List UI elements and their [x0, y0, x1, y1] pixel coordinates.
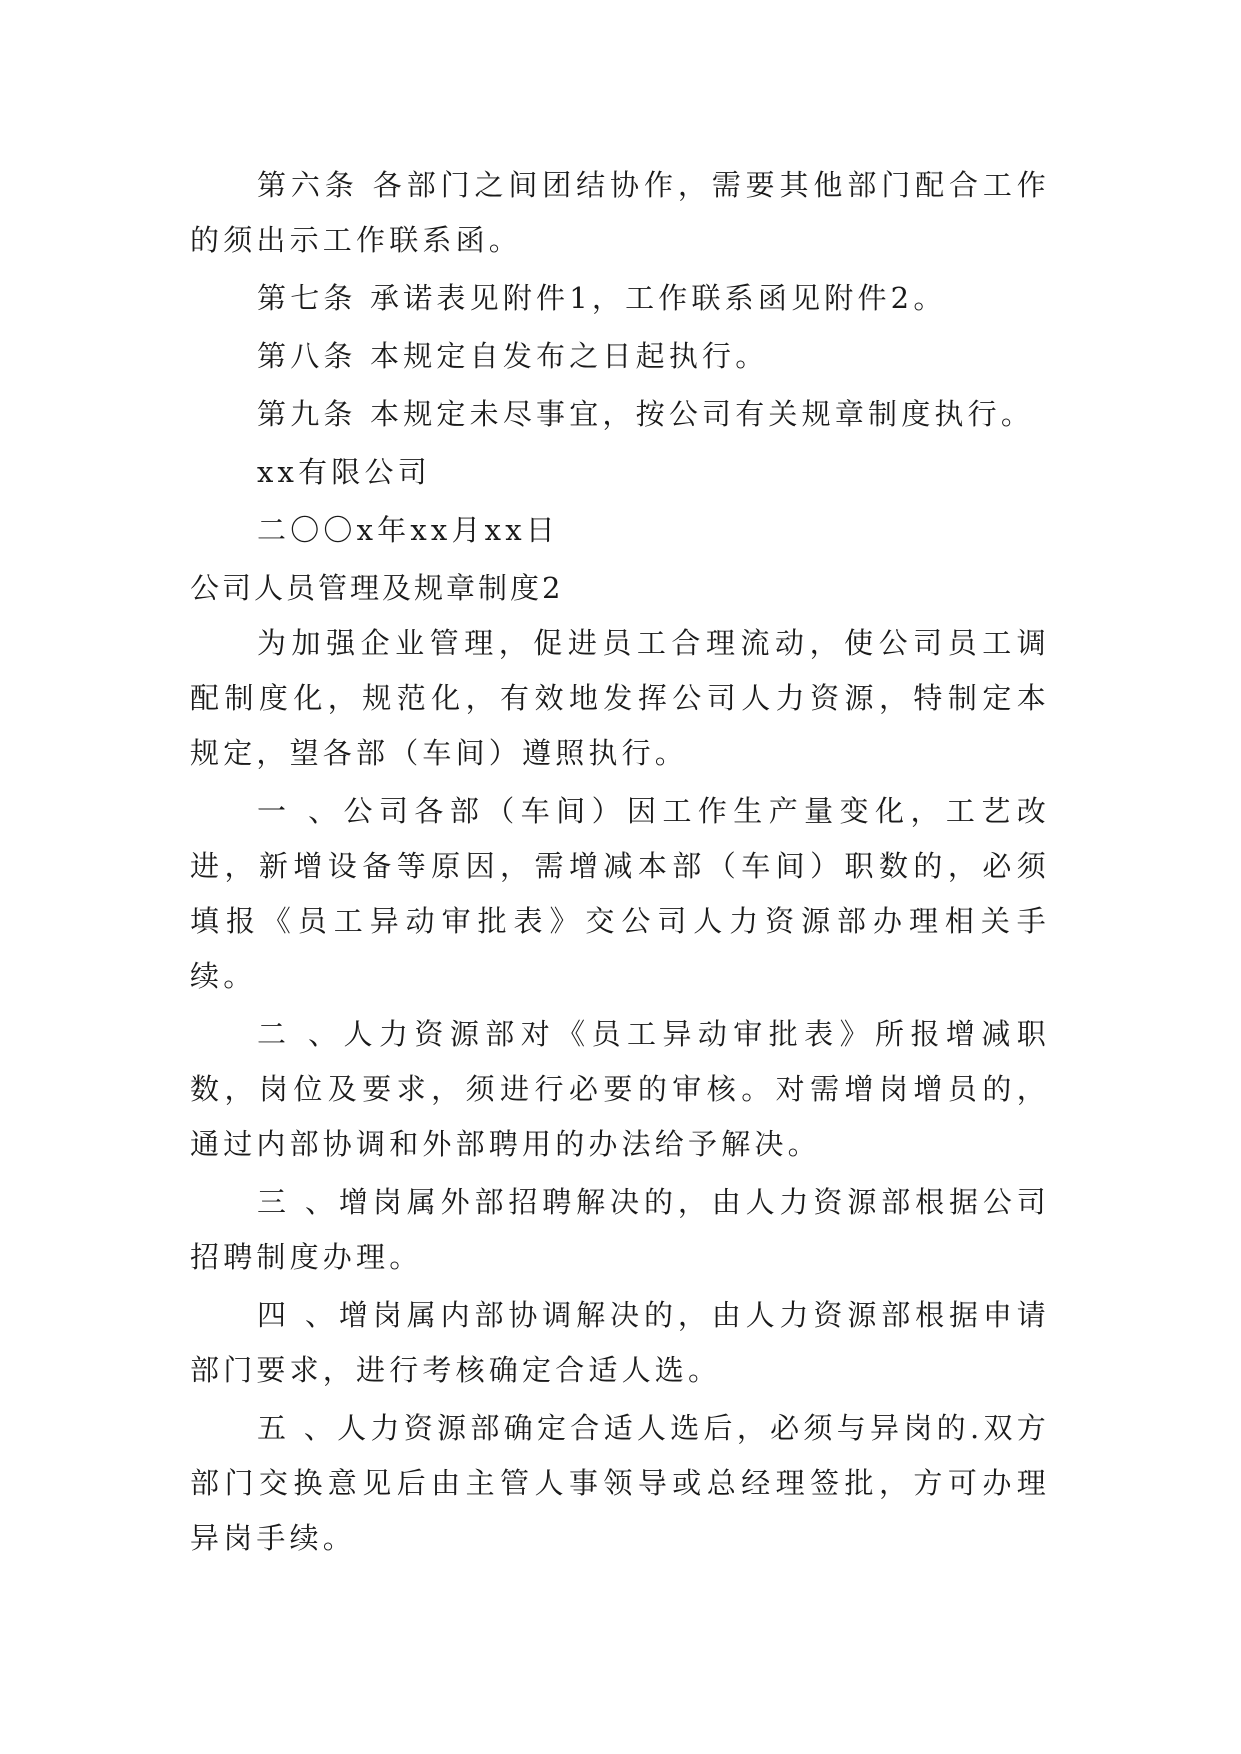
company-signature: xx有限公司: [257, 455, 431, 489]
rule-four: 四 、增岗属内部协调解决的，由人力资源部根据申请部门要求，进行考核确定合适人选。: [190, 1298, 1050, 1387]
rule-one: 一 、公司各部（车间）因工作生产量变化，工艺改进，新增设备等原因，需增减本部（车间）职数的，必须填报《员工异动审批表》交公司人力资源部办理相关手续。: [190, 794, 1050, 993]
rule-two: 二 、人力资源部对《员工异动审批表》所报增减职数，岗位及要求，须进行必要的审核。对需增岗增员的，通过内部协调和外部聘用的办法给予解决。: [190, 1017, 1050, 1161]
document-date: 二〇〇x年xx月xx日: [257, 513, 559, 547]
article-six: 第六条 各部门之间团结协作，需要其他部门配合工作的须出示工作联系函。: [190, 168, 1050, 257]
article-eight: 第八条 本规定自发布之日起执行。: [257, 339, 769, 373]
section-title: 公司人员管理及规章制度2: [190, 571, 564, 605]
article-seven: 第七条 承诺表见附件1，工作联系函见附件2。: [257, 281, 947, 315]
document-content: [190, 158, 1050, 1569]
article-nine: 第九条 本规定未尽事宜，按公司有关规章制度执行。: [257, 397, 1035, 431]
intro-paragraph: 为加强企业管理，促进员工合理流动，使公司员工调配制度化，规范化，有效地发挥公司人力资源，特制定本规定，望各部（车间）遵照执行。: [190, 626, 1050, 770]
rule-three: 三 、增岗属外部招聘解决的，由人力资源部根据公司招聘制度办理。: [190, 1185, 1050, 1274]
rule-five: 五 、人力资源部确定合适人选后，必须与异岗的.双方部门交换意见后由主管人事领导或总经理签批，方可办理异岗手续。: [190, 1411, 1050, 1555]
